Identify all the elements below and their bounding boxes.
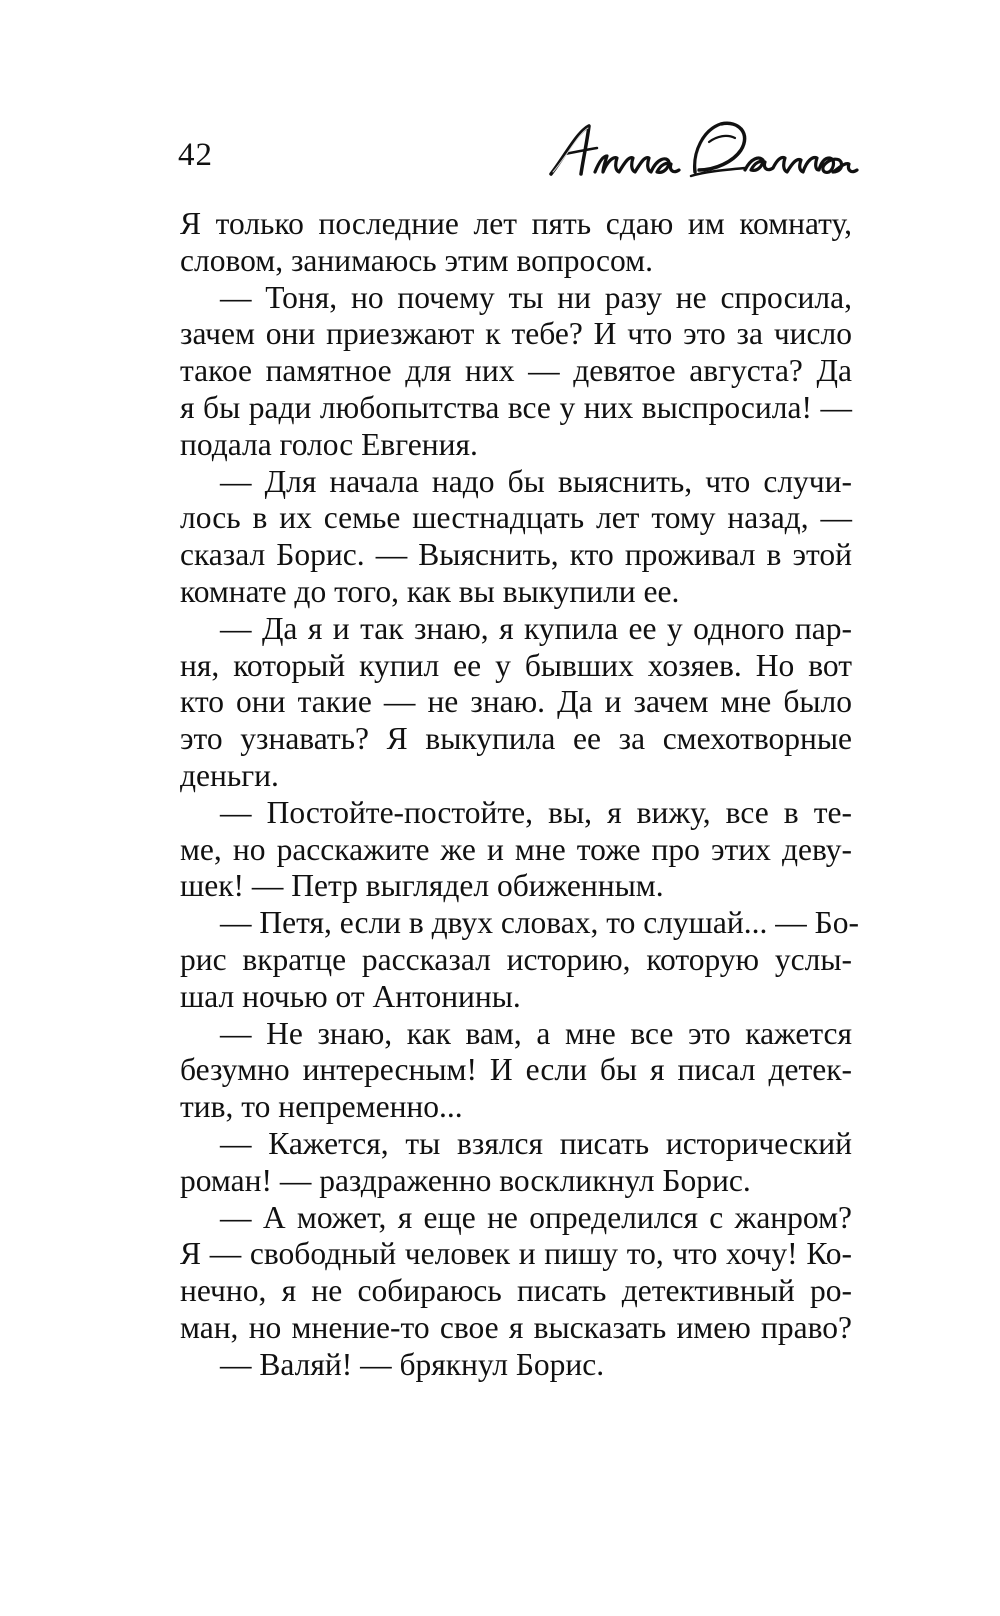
text-line: рис вкратце рассказал историю, которую услы-: [180, 941, 852, 977]
text-line: тив, то непременно...: [180, 1089, 463, 1125]
author-signature-logo: [545, 112, 860, 192]
text-line: шек! — Петр выглядел обиженным.: [180, 868, 664, 904]
text-line: ня, который купил ее у бывших хозяев. Но вот: [180, 647, 852, 683]
text-line: подала голос Евгения.: [180, 426, 478, 462]
text-line: это узнавать? Я выкупила ее за смехотворные: [180, 721, 852, 757]
text-line: зачем они приезжают к тебе? И что это за число: [180, 316, 852, 352]
text-line: — Кажется, ты взялся писать исторический: [220, 1125, 852, 1161]
text-line: — Не знаю, как вам, а мне все это кажется: [220, 1015, 852, 1051]
page-body-text: [180, 206, 859, 1384]
text-line: ме, но расскажите же и мне тоже про этих деву-: [180, 831, 852, 867]
text-line: ман, но мнение-то свое я высказать имею право?: [180, 1309, 852, 1345]
text-line: безумно интересным! И если бы я писал детек-: [180, 1052, 852, 1088]
text-line: роман! — раздраженно воскликнул Борис.: [180, 1162, 751, 1198]
text-line: — Валяй! — брякнул Борис.: [220, 1346, 605, 1382]
text-line: — Да я и так знаю, я купила ее у одного пар-: [220, 610, 852, 646]
text-line: деньги.: [180, 757, 279, 793]
page-number: 42: [178, 137, 213, 173]
text-line: лось в их семье шестнадцать лет тому назад, —: [180, 500, 852, 536]
author-logo: [545, 112, 860, 192]
text-line: — А может, я еще не определился с жанром?: [220, 1199, 852, 1235]
text-line: сказал Борис. — Выяснить, кто проживал в этой: [180, 537, 852, 573]
text-line: комнате до того, как вы выкупили ее.: [180, 573, 680, 609]
text-line: — Для начала надо бы выяснить, что случи-: [220, 463, 852, 499]
text-line: я бы ради любопытства все у них выспросила! —: [180, 389, 852, 425]
text-line: словом, занимаюсь этим вопросом.: [180, 242, 653, 278]
text-line: Я только последние лет пять сдаю им комнату,: [180, 206, 852, 241]
text-line: нечно, я не собираюсь писать детективный ро-: [180, 1273, 852, 1309]
text-line: Я — свободный человек и пишу то, что хочу! Ко-: [180, 1236, 852, 1272]
text-line: — Петя, если в двух словах, то слушай... — Бо-: [220, 905, 859, 941]
text-line: — Постойте-постойте, вы, я вижу, все в те-: [220, 794, 852, 830]
text-line: такое памятное для них — девятое августа? Да: [180, 353, 852, 389]
text-line: шал ночью от Антонины.: [180, 978, 521, 1014]
text-line: кто они такие — не знаю. Да и зачем мне было: [180, 684, 852, 720]
text-line: — Тоня, но почему ты ни разу не спросила,: [220, 279, 852, 315]
